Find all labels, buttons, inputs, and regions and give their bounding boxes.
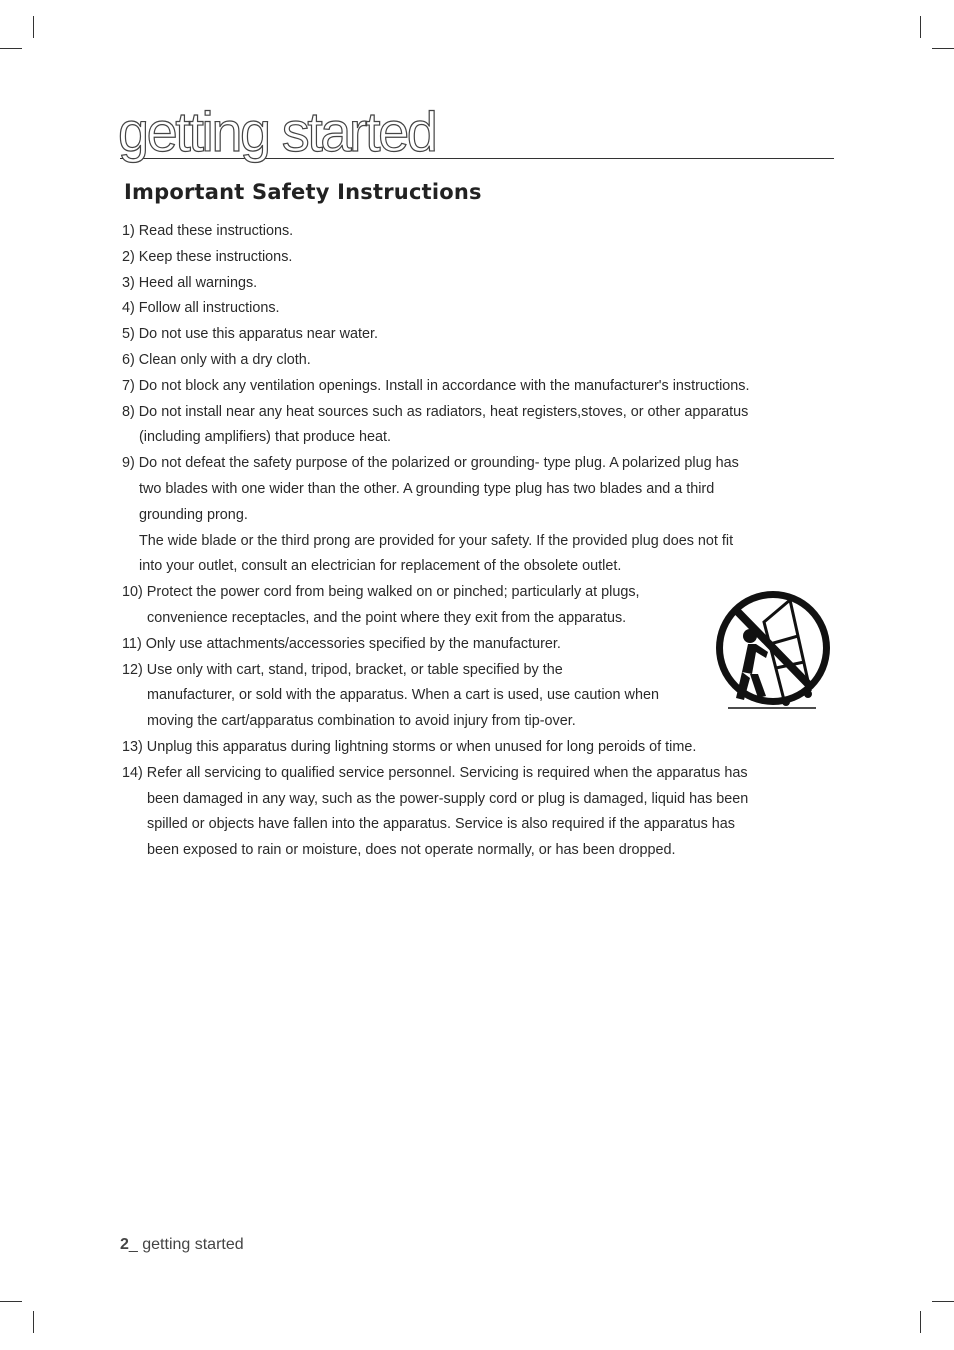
instruction-12-cont: moving the cart/apparatus combination to avoid injury from tip-over. bbox=[147, 713, 576, 730]
instruction-9-cont: two blades with one wider than the other. A grounding type plug has two blades and a third bbox=[139, 480, 715, 497]
crop-mark bbox=[33, 1311, 34, 1333]
instruction-8-cont: (including amplifiers) that produce heat. bbox=[139, 429, 391, 446]
instruction-12-cont: manufacturer, or sold with the apparatus. When a cart is used, use caution when bbox=[147, 687, 659, 704]
instruction-8: 8) Do not install near any heat sources such as radiators, heat registers,stoves, or other apparatus bbox=[122, 403, 749, 420]
cart-tip-over-warning-icon bbox=[712, 582, 836, 716]
instruction-10: 10) Protect the power cord from being walked on or pinched; particularly at plugs, bbox=[122, 584, 640, 601]
crop-mark bbox=[920, 16, 921, 38]
instruction-3: 3) Heed all warnings. bbox=[122, 274, 258, 291]
instruction-13: 13) Unplug this apparatus during lightning storms or when unused for long peroids of time. bbox=[122, 738, 697, 755]
instruction-14-cont: been exposed to rain or moisture, does not operate normally, or has been dropped. bbox=[147, 842, 676, 859]
instruction-9-cont: grounding prong. bbox=[139, 506, 248, 523]
instruction-5: 5) Do not use this apparatus near water. bbox=[122, 326, 378, 343]
instruction-6: 6) Clean only with a dry cloth. bbox=[122, 351, 311, 368]
instruction-7: 7) Do not block any ventilation openings. Install in accordance with the manufacturer's instructions. bbox=[122, 377, 750, 394]
instruction-9: 9) Do not defeat the safety purpose of the polarized or grounding- type plug. A polarized plug has bbox=[122, 455, 739, 472]
title-rule bbox=[118, 96, 834, 163]
footer-separator: _ bbox=[128, 1236, 143, 1253]
footer-section-label: getting started bbox=[142, 1236, 244, 1253]
instruction-12: 12) Use only with cart, stand, tripod, bracket, or table specified by the bbox=[122, 661, 563, 678]
crop-mark bbox=[33, 16, 34, 38]
instruction-9-cont: into your outlet, consult an electrician for replacement of the obsolete outlet. bbox=[139, 558, 622, 575]
instruction-4: 4) Follow all instructions. bbox=[122, 300, 280, 317]
instruction-9-cont: The wide blade or the third prong are provided for your safety. If the provided plug does not fit bbox=[139, 532, 734, 549]
instruction-14-cont: spilled or objects have fallen into the apparatus. Service is also required if the apparatus has bbox=[147, 816, 735, 833]
crop-mark bbox=[932, 1301, 954, 1302]
page-footer bbox=[120, 1236, 244, 1254]
instruction-14: 14) Refer all servicing to qualified service personnel. Servicing is required when the apparatus has bbox=[122, 764, 748, 781]
crop-mark bbox=[0, 48, 22, 49]
crop-mark bbox=[932, 48, 954, 49]
page-number: 2 bbox=[120, 1236, 129, 1253]
instruction-11: 11) Only use attachments/accessories specified by the manufacturer. bbox=[122, 635, 561, 652]
instruction-2: 2) Keep these instructions. bbox=[122, 248, 293, 265]
page-title: getting started bbox=[118, 100, 436, 163]
instruction-1: 1) Read these instructions. bbox=[122, 223, 294, 239]
instruction-10-cont: convenience receptacles, and the point where they exit from the apparatus. bbox=[147, 609, 627, 626]
crop-mark bbox=[0, 1301, 22, 1302]
instruction-14-cont: been damaged in any way, such as the power-supply cord or plug is damaged, liquid has been bbox=[147, 790, 749, 807]
section-heading: Important Safety Instructions bbox=[124, 180, 482, 204]
instruction-list bbox=[122, 219, 782, 864]
crop-mark bbox=[920, 1311, 921, 1333]
